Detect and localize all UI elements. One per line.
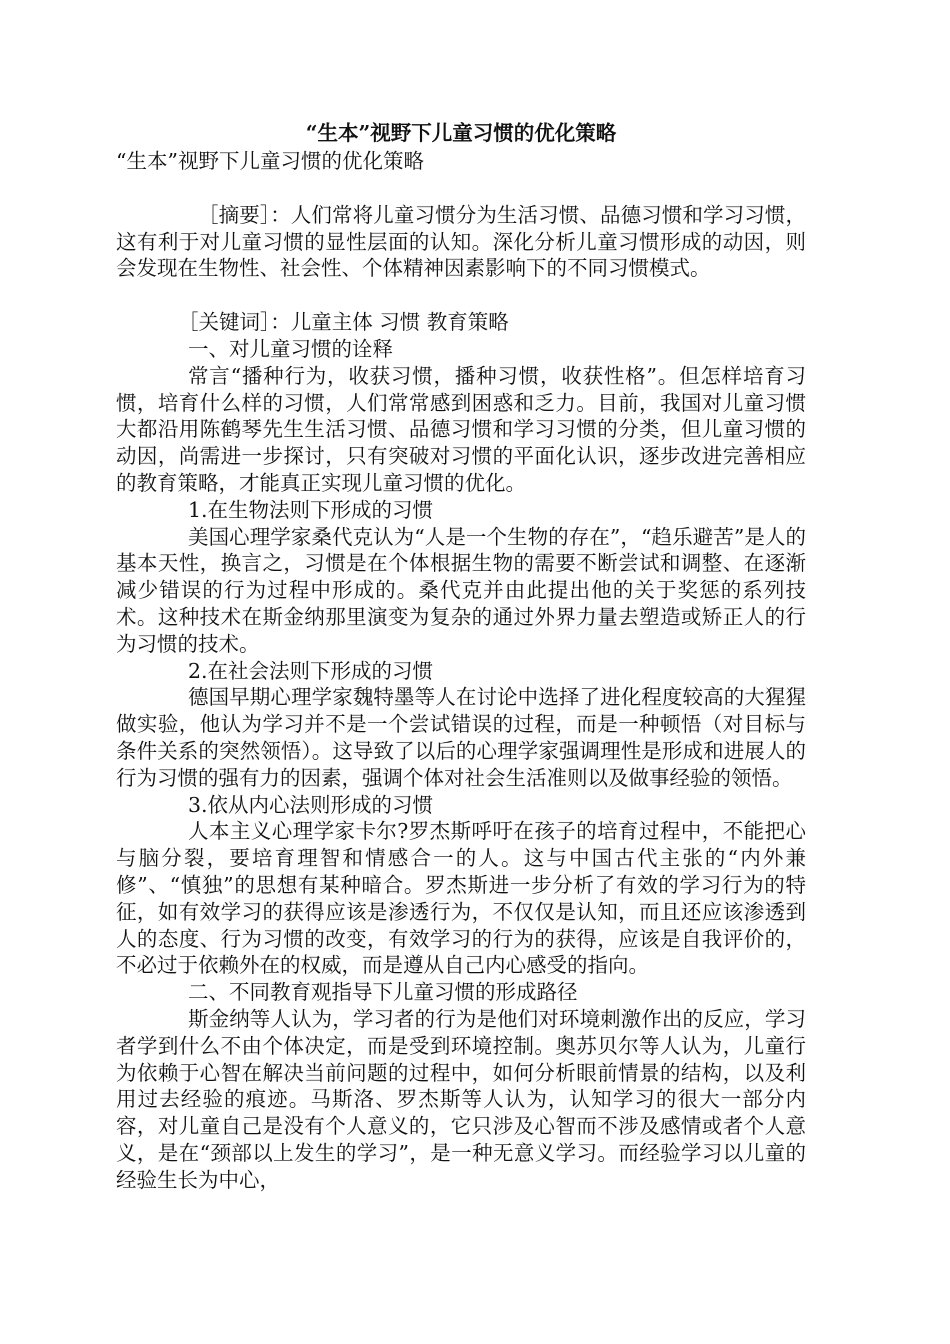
section-heading: 二、不同教育观指导下儿童习惯的形成路径 — [188, 980, 578, 1005]
spacer — [116, 175, 806, 202]
section-heading: 1.在生物法则下形成的习惯 — [188, 497, 434, 522]
section-heading: 2.在社会法则下形成的习惯 — [188, 658, 434, 683]
body-paragraph: 美国心理学家桑代克认为“人是一个生物的存在”，“趋乐避苦”是人的基本天性，换言之，习惯是在个体根据生物的需要不断尝试和调整、在逐渐减少错误的行为过程中形成的。桑代克并由此提出他的关于奖惩的系列技术。这种技术在斯金纳那里演变为复杂的通过外界力量去塑造或矫正人的行为习惯的技术。 — [116, 524, 806, 656]
keywords-line: ［关键词］：儿童主体 习惯 教育策略 — [178, 310, 509, 335]
document-page — [116, 118, 806, 1193]
body-paragraph: 斯金纳等人认为，学习者的行为是他们对环境刺激作出的反应，学习者学到什么不由个体决定，而是受到环境控制。奥苏贝尔等人认为，儿童行为依赖于心智在解决当前问题的过程中，如何分析眼前情景的结构，以及利用过去经验的痕迹。马斯洛、罗杰斯等人认为，认知学习的很大一部分内容，对儿童自己是没有个人意义的，它只涉及心智而不涉及感情或者个人意义，是在“颈部以上发生的学习”，是一种无意义学习。而经验学习以儿童的经验生长为中心， — [116, 1006, 806, 1192]
body-paragraph: 常言“播种行为，收获习惯，播种习惯，收获性格”。但怎样培育习惯，培育什么样的习惯，人们常常感到困惑和乏力。目前，我国对儿童习惯大都沿用陈鹤琴先生生活习惯、品德习惯和学习习惯的分类，但儿童习惯的动因，尚需进一步探讨，只有突破对习惯的平面化认识，逐步改进完善相应的教育策略，才能真正实现儿童习惯的优化。 — [116, 363, 806, 495]
section-heading: 一、对儿童习惯的诠释 — [188, 336, 393, 361]
document-title: “生本”视野下儿童习惯的优化策略 — [305, 121, 617, 145]
abstract-paragraph: ［摘要］：人们常将儿童习惯分为生活习惯、品德习惯和学习习惯，这有利于对儿童习惯的显性层面的认知。深化分析儿童习惯形成的动因，则会发现在生物性、社会性、个体精神因素影响下的不同习惯模式。 — [116, 202, 806, 281]
section-heading: 3.依从内心法则形成的习惯 — [188, 792, 434, 817]
body-paragraph: 德国早期心理学家魏特墨等人在讨论中选择了进化程度较高的大猩猩做实验，他认为学习并不是一个尝试错误的过程，而是一种顿悟（对目标与条件关系的突然领悟）。这导致了以后的心理学家强调理性是形成和进展人的行为习惯的强有力的因素，强调个体对社会生活准则以及做事经验的领悟。 — [116, 685, 806, 790]
document-subtitle: “生本”视野下儿童习惯的优化策略 — [116, 149, 424, 173]
spacer — [116, 282, 806, 309]
body-paragraph: 人本主义心理学家卡尔?罗杰斯呼吁在孩子的培育过程中，不能把心与脑分裂，要培育理智和情感合一的人。这与中国古代主张的“内外兼修”、“慎独”的思想有某种暗合。罗杰斯进一步分析了有效的学习行为的特征，如有效学习的获得应该是渗透行为，不仅仅是认知，而且还应该渗透到人的态度、行为习惯的改变，有效学习的行为的获得，应该是自我评价的，不必过于依赖外在的权威，而是遵从自己内心感受的指向。 — [116, 819, 806, 978]
